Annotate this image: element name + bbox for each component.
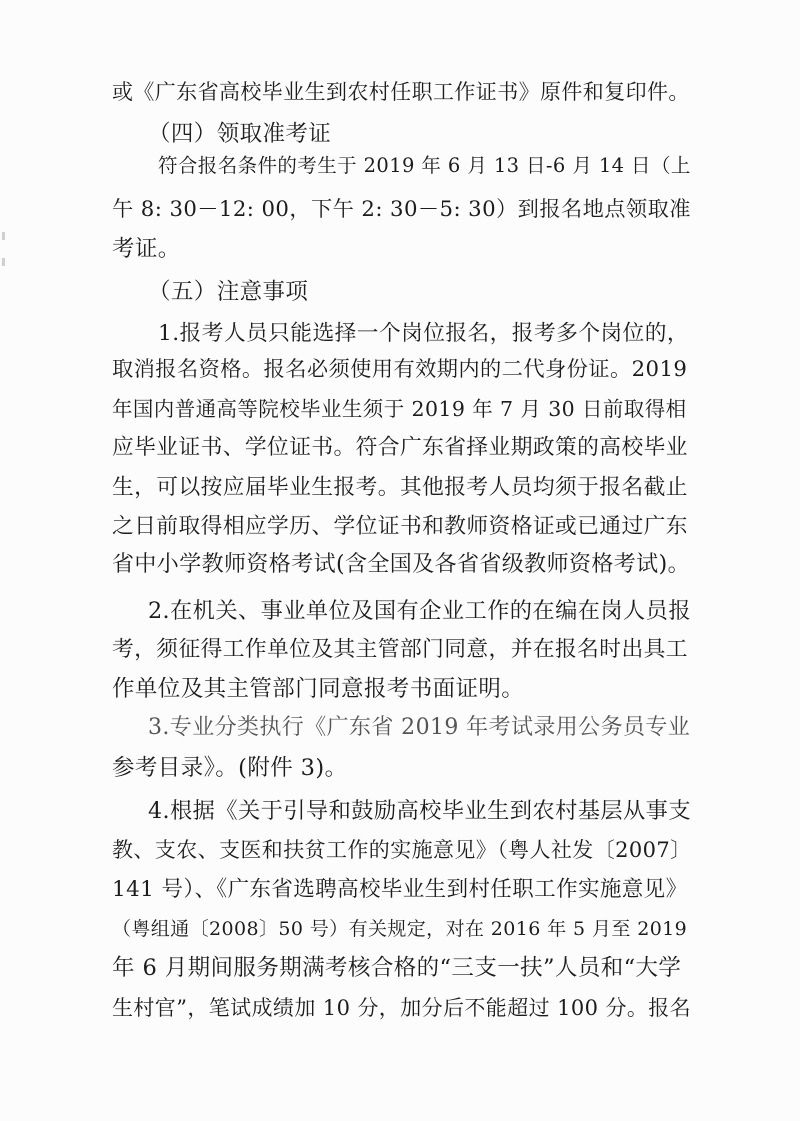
text-line: 1.报考人员只能选择一个岗位报名，报考多个岗位的， — [158, 321, 690, 346]
text-line: 应毕业证书、学位证书。符合广东省择业期政策的高校毕业 — [112, 435, 688, 460]
text-line: 教、支农、支医和扶贫工作的实施意见》（粤人社发〔2007〕 — [112, 838, 692, 862]
text-line: 取消报名资格。报名必须使用有效期内的二代身份证。2019 — [112, 357, 688, 382]
text-line: 考证。 — [112, 236, 181, 262]
scan-edge-mark — [2, 232, 5, 240]
section-heading-5: （五）注意事项 — [148, 279, 309, 305]
section-heading-4: （四）领取准考证 — [148, 121, 332, 147]
text-line: 参考目录》。(附件 3)。 — [112, 755, 348, 781]
text-line: 考，须征得工作单位及其主管部门同意，并在报名时出具工 — [112, 637, 688, 662]
text-line: 午 8: 30－12: 00，下午 2: 30－5: 30）到报名地点领取准 — [112, 197, 691, 222]
text-line: 141 号）、《广东省选聘高校毕业生到村任职工作实施意见》 — [112, 877, 688, 902]
text-line: 3.专业分类执行《广东省 2019 年考试录用公务员专业 — [148, 715, 691, 740]
text-line: 生，可以按应届毕业生报考。其他报考人员均须于报名截止 — [112, 475, 688, 500]
text-line: （粤组通〔2008〕50 号）有关规定，对在 2016 年 5 月至 2019 — [112, 918, 688, 940]
text-line: 作单位及其主管部门同意报考书面证明。 — [112, 676, 525, 702]
text-line: 之日前取得相应学历、学位证书和教师资格证或已通过广东 — [112, 514, 688, 539]
text-line: 4.根据《关于引导和鼓励高校毕业生到农村基层从事支 — [148, 798, 691, 824]
text-line: 或《广东省高校毕业生到农村任职工作证书》原件和复印件。 — [112, 80, 690, 104]
text-line: 省中小学教师资格考试(含全国及各省省级教师资格考试)。 — [112, 552, 690, 577]
scan-edge-mark — [2, 258, 5, 266]
text-line: 符合报名条件的考生于 2019 年 6 月 13 日-6 月 14 日（上 — [158, 154, 691, 177]
text-line: 年国内普通高等院校毕业生须于 2019 年 7 月 30 日前取得相 — [112, 397, 687, 421]
text-line: 生村官”，笔试成绩加 10 分，加分后不能超过 100 分。报名 — [112, 996, 692, 1020]
text-line: 年 6 月期间服务期满考核合格的“三支一扶”人员和“大学 — [112, 955, 682, 981]
text-line: 2.在机关、事业单位及国有企业工作的在编在岗人员报 — [148, 598, 691, 624]
